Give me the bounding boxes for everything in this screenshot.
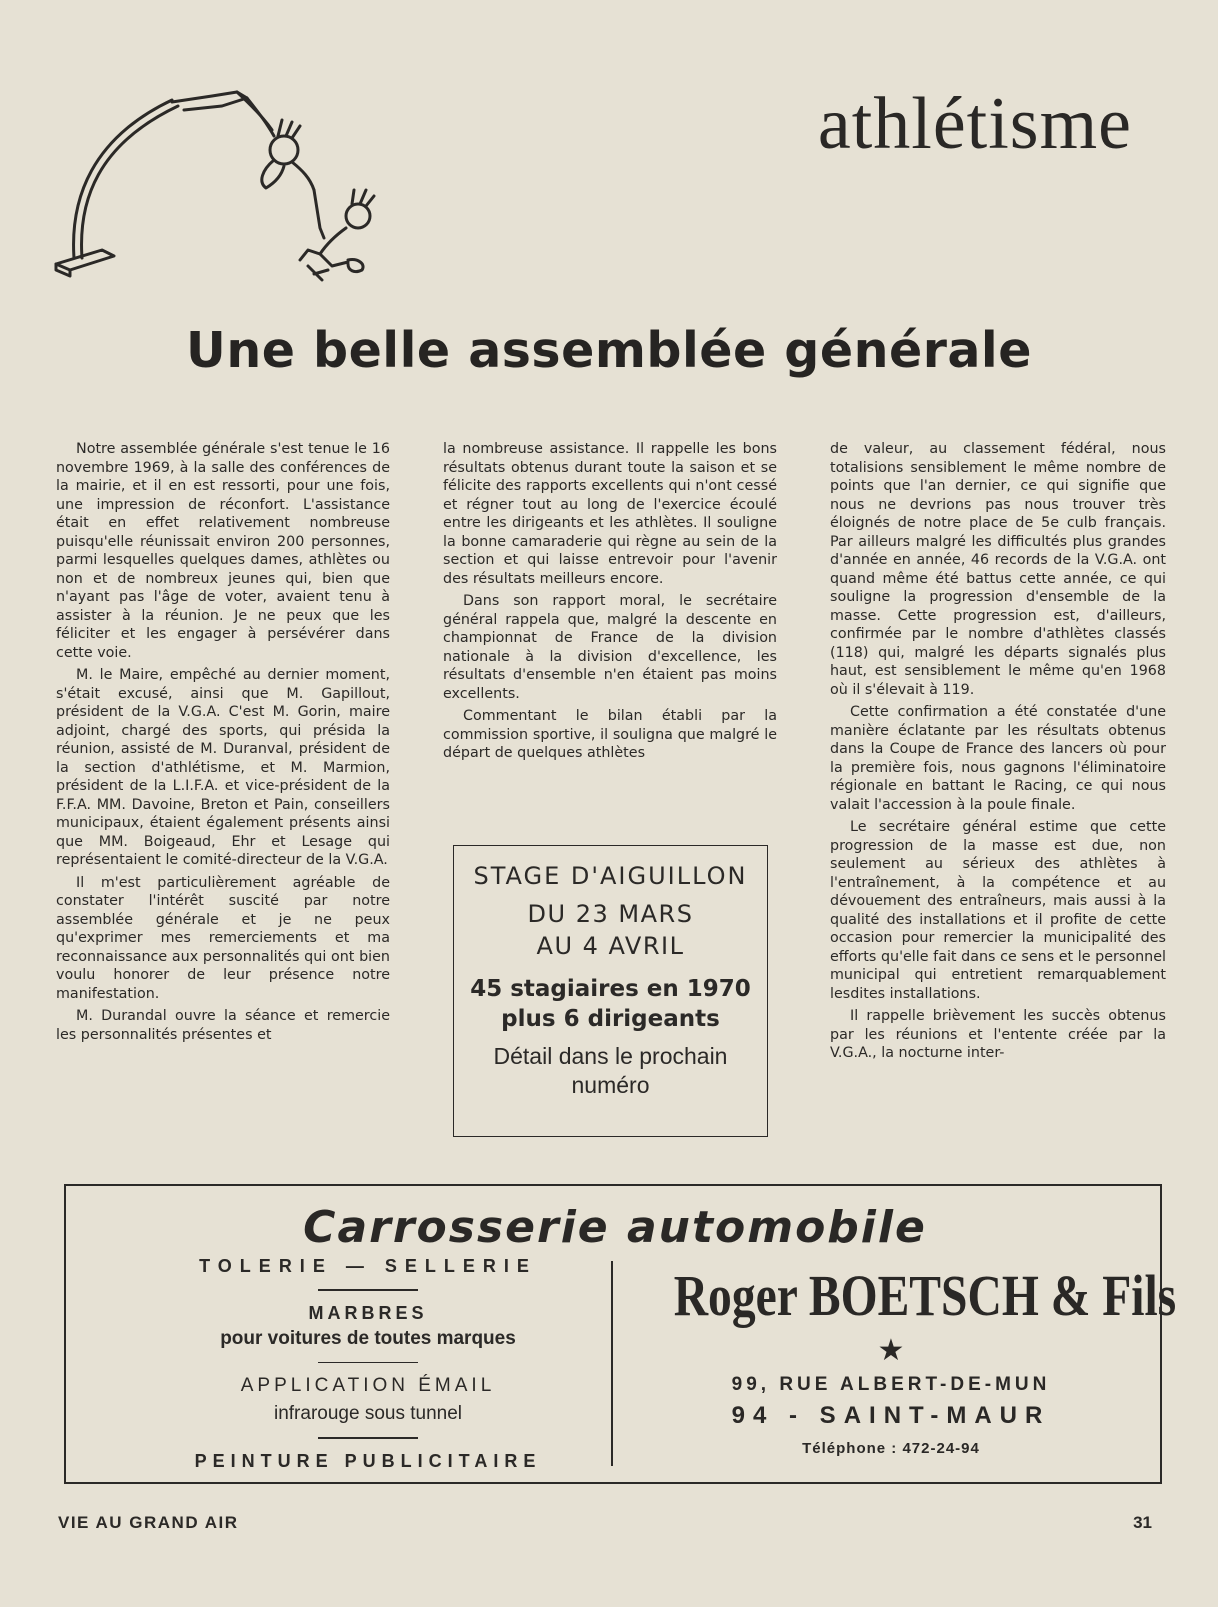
divider bbox=[318, 1437, 418, 1439]
paragraph: Le secrétaire général estime que cette progression de la masse est due, non seulement au sérieux des athlètes à l'entraînement, à la compétence et au dévouement des entraîneurs, mais aussi à la qualité des installations et il profite de cette occasion pour remercier la municipalité des efforts qu'elle fait dans ce sens et le personnel municipal qui entretient remarquablement lesdites installations. bbox=[830, 819, 1166, 1002]
paragraph: M. le Maire, empêché au dernier moment, s'était excusé, ainsi que M. Gapillout, président de la V.G.A. C'est M. Gorin, maire adjoint, chargé des sports, qui présida la réunion, assisté de M. Duranval, président de la section d'athlétisme, et M. Marmion, président de la L.I.F.A. et vice-président de la F.F.A. MM. Davoine, Breton et Pain, conseillers municipaux, étaient également présents ainsi que MM. Boigeaud, Ehr et Lesage qui représentaient le comité-directeur de la V.G.A. bbox=[56, 667, 390, 868]
stage-detail-note: Détail dans le prochain numéro bbox=[493, 1043, 728, 1098]
ad-peinture: PEINTURE PUBLICITAIRE bbox=[194, 1450, 542, 1471]
paragraph: Notre assemblée générale s'est tenue le 16 novembre 1969, à la salle des conférences de la mairie, et il en est ressorti, pour une fois, une impression de réconfort. L'assistance était en effet relativement nombreuse puisqu'elle réunissait environ 200 personnes, parmi lesquelles quelques dames, athlètes ou non et de nombreux jeunes qui, bien que n'ayant pas l'âge de voter, avaient tenu à assister à la réunion. Je ne peux que les féliciter et les engager à persévérer dans cette voie. bbox=[56, 441, 390, 661]
stage-leaders: plus 6 dirigeants bbox=[501, 1006, 720, 1032]
stage-date-start: DU 23 MARS bbox=[527, 900, 694, 928]
advertisement-box bbox=[64, 1184, 1177, 1484]
ad-marbres: MARBRES bbox=[308, 1302, 428, 1323]
article-column-3 bbox=[830, 440, 1166, 1067]
ad-company bbox=[626, 1256, 1177, 1457]
divider bbox=[318, 1289, 418, 1291]
ad-application: APPLICATION ÉMAIL bbox=[240, 1375, 496, 1396]
pole-vaulter-cartoon-icon bbox=[52, 78, 392, 288]
divider bbox=[318, 1362, 418, 1364]
ad-address-street: 99, RUE ALBERT-DE-MUN bbox=[731, 1374, 1051, 1395]
paragraph: de valeur, au classement fédéral, nous totalisions sensiblement le même nombre de points que l'an dernier, ce qui signifie que nous ne devrions pas nous trouver très éloignés de notre place de 5e culb français. Par ailleurs malgré les difficultés plus grandes d'année en année, 46 records de la V.G.A. ont quand même été battus cette année, ce qui souligne la progression d'ensemble de la masse. Cette progression est, d'ailleurs, confirmée par le nombre d'athlètes classés (118) qui, malgré les départs signalés plus haut, est sensiblement le même qu'en 1968 où il s'élevait à 119. bbox=[830, 441, 1166, 698]
ad-title: Carrosserie automobile bbox=[303, 1202, 927, 1253]
article-column-1 bbox=[56, 440, 390, 1048]
paragraph: Dans son rapport moral, le secrétaire général rappela que, malgré la descente en championnat de France de la division nationale à la division d'excellence, les résultats d'ensemble n'en étaient pas moins excellents. bbox=[443, 593, 777, 702]
stage-title: STAGE D'AIGUILLON bbox=[473, 862, 748, 890]
paragraph: Cette confirmation a été constatée d'une manière éclatante par les résultats obtenus dans la Coupe de France des lancers où pour la première fois, nous gagnons l'éliminatoire régionale en battant le Racing, ce qui nous valait l'accession à la poule finale. bbox=[830, 704, 1166, 813]
stage-date-end: AU 4 AVRIL bbox=[536, 932, 685, 960]
article-column-2 bbox=[443, 440, 777, 767]
ad-firm-name: Roger BOETSCH & Fils bbox=[673, 1263, 1177, 1328]
paragraph: Il m'est particulièrement agréable de constater l'intérêt suscité par notre assemblée générale et je ne peux qu'exprimer mes remerciements et ma reconnaissance aux personnalités qui ont bien voulu honorer de leur présence notre manifestation. bbox=[56, 874, 390, 1002]
ad-infrarouge: infrarouge sous tunnel bbox=[273, 1403, 462, 1424]
ad-telephone: Téléphone : 472-24-94 bbox=[802, 1440, 980, 1457]
stage-trainees: 45 stagiaires en 1970 bbox=[470, 976, 751, 1002]
ad-pour-voitures: pour voitures de toutes marques bbox=[220, 1327, 516, 1349]
section-title: athlétisme bbox=[817, 83, 1132, 165]
ad-address-city: 94 - SAINT-MAUR bbox=[731, 1402, 1051, 1429]
paragraph: Il rappelle brièvement les succès obtenus par les réunions et l'entente créée par la V.G.A., la nocturne inter- bbox=[830, 1008, 1166, 1061]
ad-tolerie: TOLERIE — SELLERIE bbox=[199, 1256, 537, 1276]
stage-announcement-box bbox=[453, 845, 768, 1137]
ad-vertical-divider bbox=[611, 1261, 613, 1466]
paragraph: la nombreuse assistance. Il rappelle les bons résultats obtenus durant toute la saison et se félicite des rapports excellents qui n'ont cessé et régner tout au long de l'exercice écoulé entre les dirigeants et les athlètes. Il souligne la bonne camaraderie qui règne au sein de la section et qui laisse entrevoir pour l'avenir des résultats meilleurs encore. bbox=[443, 441, 777, 587]
footer-magazine-name: VIE AU GRAND AIR bbox=[58, 1513, 239, 1532]
paragraph: Commentant le bilan établi par la commission sportive, il souligna que malgré le départ de quelques athlètes bbox=[443, 708, 777, 761]
article-headline: Une belle assemblée générale bbox=[186, 322, 1032, 379]
paragraph: M. Durandal ouvre la séance et remercie les personnalités présentes et bbox=[56, 1008, 390, 1043]
star-icon: ★ bbox=[877, 1334, 905, 1367]
footer-page-number: 31 bbox=[1133, 1513, 1152, 1532]
ad-services bbox=[108, 1256, 628, 1472]
